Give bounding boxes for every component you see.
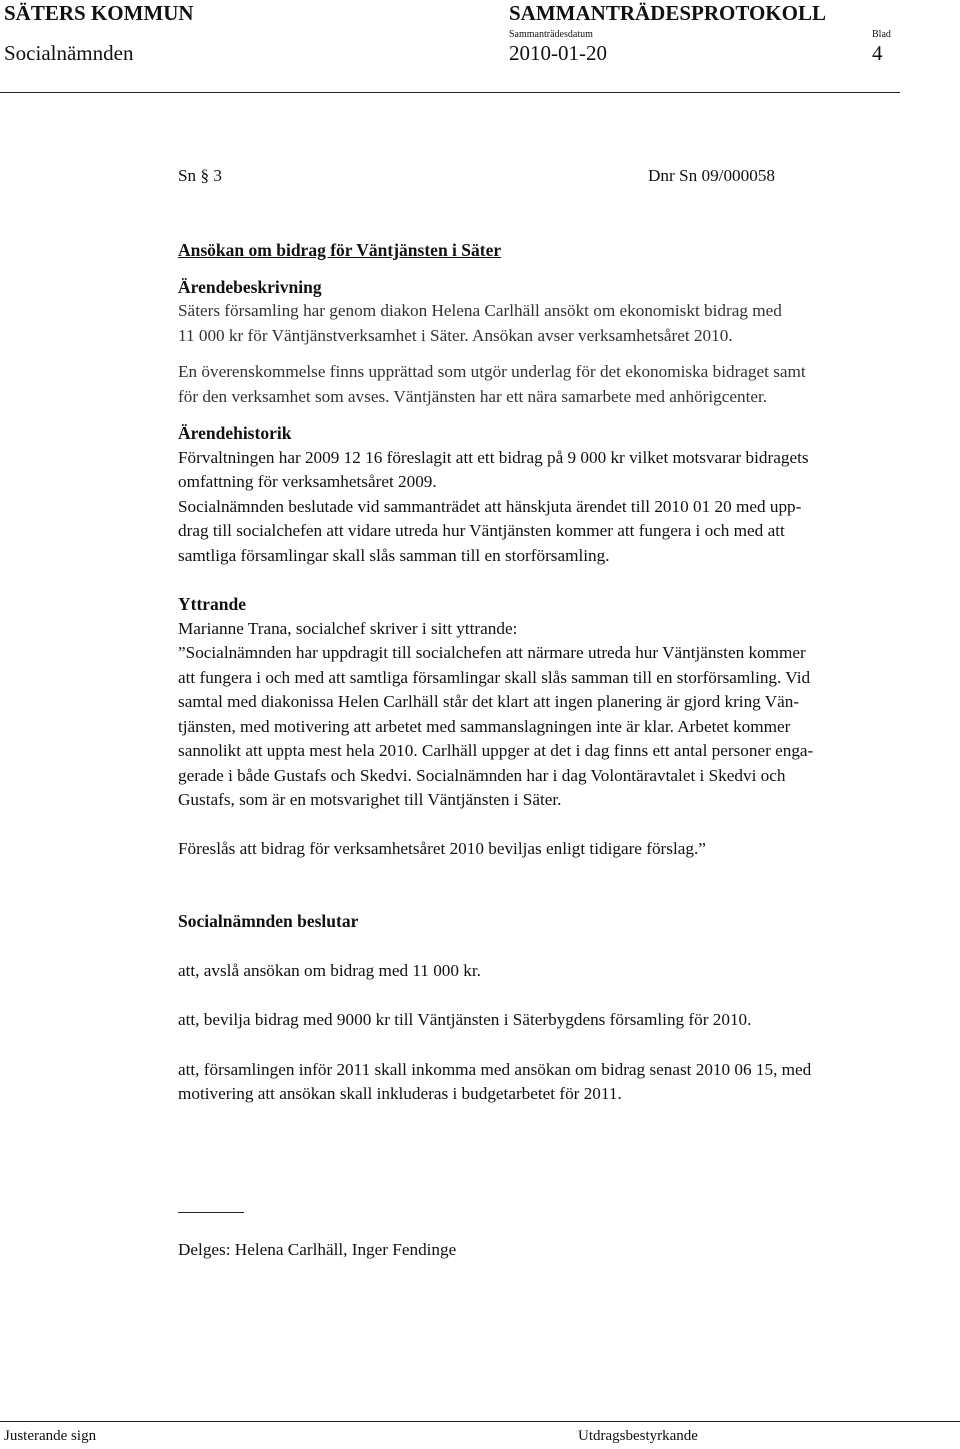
body-line: tjänsten, med motivering att arbetet med sammanslagningen inte är klar. Arbetet kommer: [178, 716, 791, 736]
committee-name: Socialnämnden: [4, 41, 134, 65]
section-heading-beslut: Socialnämnden beslutar: [178, 911, 359, 931]
case-line: [178, 164, 953, 188]
page-label: Blad: [872, 29, 891, 40]
body-line: ”Socialnämnden har uppdragit till socialchefen att närmare utreda hur Väntjänsten kommer: [178, 643, 806, 662]
body-line: samtliga församlingar skall slås samman till en storförsamling.: [178, 545, 610, 565]
document-type: SAMMANTRÄDESPROTOKOLL: [509, 1, 826, 25]
body-line: 11 000 kr för Väntjänstverksamhet i Säter. Ansökan avser verksamhetsåret 2010.: [178, 325, 733, 345]
footer-utdragsbestyrkande: Utdragsbestyrkande: [578, 1428, 698, 1444]
delges-line: Delges: Helena Carlhäll, Inger Fendinge: [178, 1240, 457, 1259]
date-label: Sammanträdesdatum: [509, 29, 593, 40]
meeting-date: 2010-01-20: [509, 41, 607, 65]
body-line: Marianne Trana, socialchef skriver i sitt yttrande:: [178, 618, 518, 638]
decision-item-continued: motivering att ansökan skall inkluderas i budgetarbetet för 2011.: [178, 1084, 622, 1103]
decision-item: att, församlingen inför 2011 skall inkomma med ansökan om bidrag senast 2010 06 15, med: [178, 1059, 812, 1079]
org-name: SÄTERS KOMMUN: [4, 1, 194, 25]
case-number: Sn § 3: [178, 166, 222, 185]
body-line: samtal med diakonissa Helen Carlhäll står det klart att ingen planering är gjord kring Vän-: [178, 692, 800, 711]
body-line: att fungera i och med att samtliga församlingar skall slås samman till en storförsamling. Vid: [178, 667, 811, 687]
body-line: gerade i både Gustafs och Skedvi. Socialnämnden har i dag Volontäravtalet i Skedvi och: [178, 765, 786, 785]
footer-justerande: Justerande sign: [4, 1428, 97, 1444]
decision-item: att, avslå ansökan om bidrag med 11 000 kr.: [178, 960, 481, 980]
body-line: Gustafs, som är en motsvarighet till Väntjänsten i Säter.: [178, 790, 562, 809]
body-line: drag till socialchefen att vidare utreda hur Väntjänsten kommer att fungera i och med att: [178, 521, 785, 540]
body-line: omfattning för verksamhetsåret 2009.: [178, 472, 437, 491]
signature-rule: [178, 1212, 244, 1213]
header-rule: [0, 92, 900, 93]
body-line: för den verksamhet som avses. Väntjänsten har ett nära samarbete med anhörigcenter.: [178, 386, 768, 406]
body-line: Säters församling har genom diakon Helena Carlhäll ansökt om ekonomiskt bidrag med: [178, 301, 782, 320]
case-title: Ansökan om bidrag för Väntjänsten i Säter: [178, 240, 502, 260]
page-number: 4: [872, 41, 883, 65]
section-heading-yttrande: Yttrande: [178, 594, 247, 614]
section-heading-arendehistorik: Ärendehistorik: [178, 423, 292, 443]
footer-rule: [0, 1421, 960, 1422]
proposal-line: Föreslås att bidrag för verksamhetsåret 2010 beviljas enligt tidigare förslag.”: [178, 838, 706, 858]
document-body: [178, 164, 953, 1107]
body-line: Socialnämnden beslutade vid sammanträdet att hänskjuta ärendet till 2010 01 20 med upp-: [178, 496, 802, 516]
decision-item: att, bevilja bidrag med 9000 kr till Väntjänsten i Säterbygdens församling för 2010.: [178, 1010, 752, 1029]
dnr: Dnr Sn 09/000058: [648, 166, 776, 185]
section-heading-arendebeskrivning: Ärendebeskrivning: [178, 276, 322, 297]
body-line: sannolikt att uppta mest hela 2010. Carlhäll uppger at det i dag finns ett antal personer enga-: [178, 741, 814, 760]
body-line: En överenskommelse finns upprättad som utgör underlag för det ekonomiska bidraget samt: [178, 362, 806, 381]
body-line: Förvaltningen har 2009 12 16 föreslagit att ett bidrag på 9 000 kr vilket motsvarar bidragets: [178, 447, 809, 467]
